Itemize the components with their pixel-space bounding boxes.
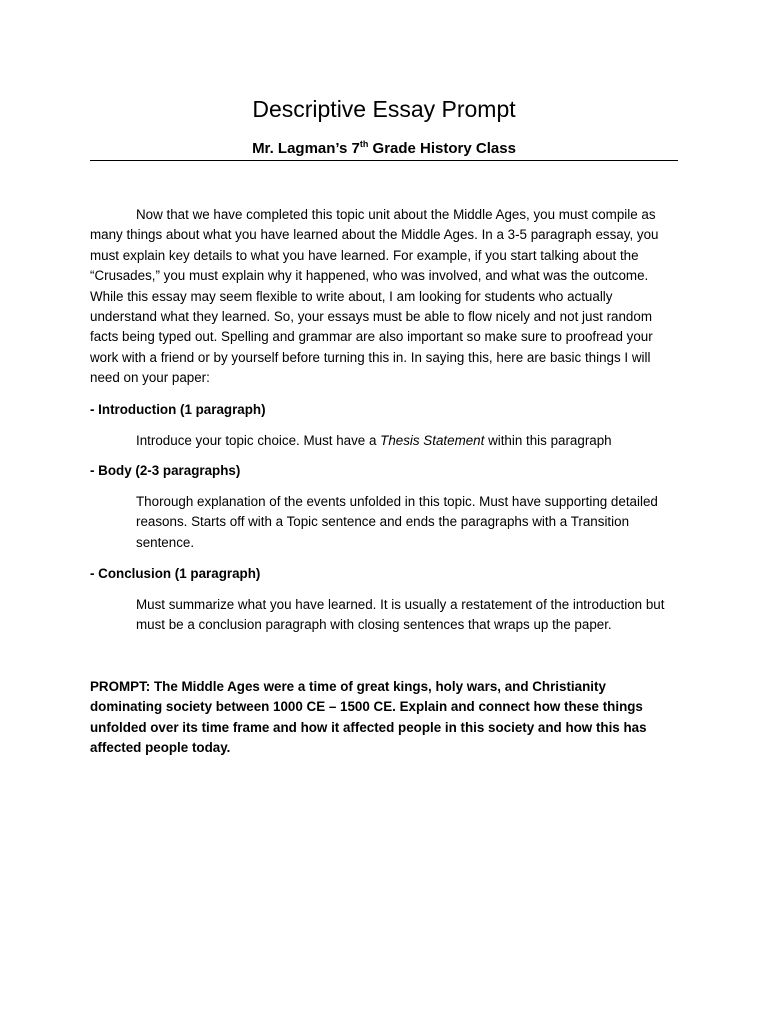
subtitle-prefix: Mr. Lagman’s 7 [252,140,360,157]
document-title: Descriptive Essay Prompt [252,96,516,122]
section-text-body: Thorough explanation of the events unfolded in this topic. Must have supporting detailed reasons. Starts off with a Topic sentence and ends the paragraphs with a Transition sentence. [136,494,658,550]
section-text-conclusion: Must summarize what you have learned. It is usually a restatement of the introduction but must be a conclusion paragraph with closing sentences that wraps up the paper. [136,597,665,633]
section-heading-conclusion: - Conclusion (1 paragraph) [90,566,261,581]
introduction-text-before: Introduce your topic choice. Must have a [136,433,381,448]
document-subtitle [0,138,768,160]
section-heading-body: - Body (2-3 paragraphs) [90,463,241,478]
subtitle-suffix: Grade History Class [368,140,516,157]
intro-paragraph: Now that we have completed this topic unit about the Middle Ages, you must compile as many things about what you have learned about the Middle Ages. In a 3-5 paragraph essay, you must explain key details to what you have learned. For example, if you start talking about the “Crusades,” you must explain why it happened, who was involved, and what was the outcome. While this essay may seem flexible to write about, I am looking for students who actually understand what they learned. So, your essays must be able to flow nicely and not just random facts being typed out. Spelling and grammar are also important so make sure to proofread your work with a friend or by yourself before turning this in. In saying this, here are basic things I will need on your paper: [90,207,659,386]
essay-prompt: PROMPT: The Middle Ages were a time of great kings, holy wars, and Christianity dominating society between 1000 CE – 1500 CE. Explain and connect how these things unfolded over its time frame and how it affected people in this society and how this has affected people today. [90,679,647,756]
section-heading-introduction: - Introduction (1 paragraph) [90,402,266,417]
title-divider [90,160,678,161]
thesis-statement-term: Thesis Statement [380,433,485,448]
introduction-text-after: within this paragraph [484,433,612,448]
subtitle-superscript: th [359,139,369,149]
section-text-introduction [136,431,678,451]
